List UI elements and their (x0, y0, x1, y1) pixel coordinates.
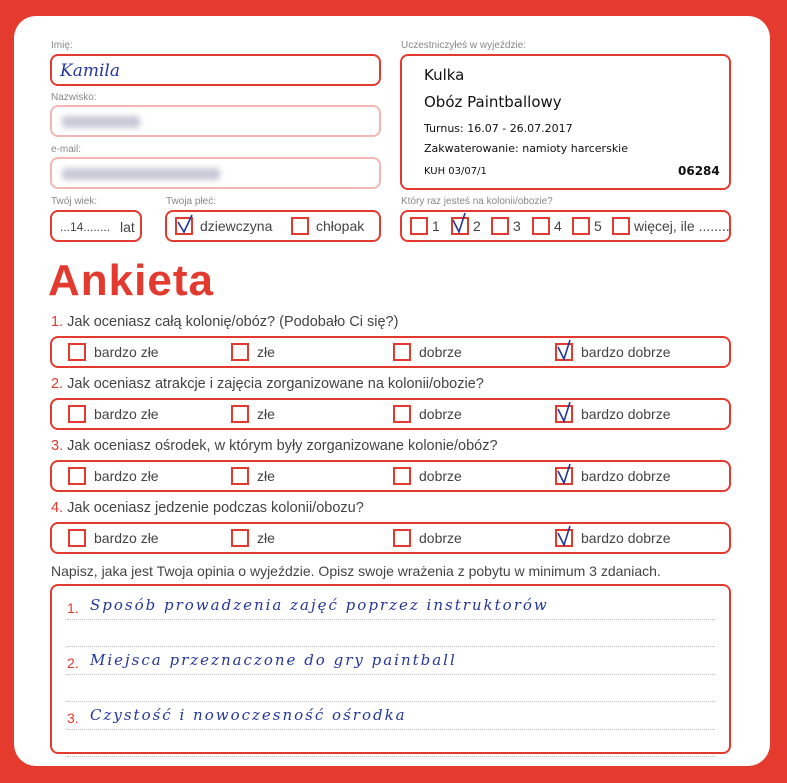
question-4-option-2-checkbox[interactable] (231, 529, 249, 547)
question-1-option-4-checkbox[interactable] (555, 343, 573, 361)
email-label: e-mail: (51, 144, 82, 155)
times-5-label: 5 (594, 218, 602, 234)
question-number: 4. (51, 500, 64, 516)
ticket-turnus-label: Turnus: (424, 122, 464, 135)
question-2-option-1-checkbox[interactable] (68, 405, 86, 423)
ticket-accommodation (424, 142, 628, 155)
gender-female-checkbox[interactable] (175, 217, 193, 235)
survey-sheet (14, 16, 770, 766)
gender-male-checkbox[interactable] (291, 217, 309, 235)
opinion-text: Czystość i nowoczesność ośrodka (90, 706, 407, 724)
name-value: Kamila (60, 61, 120, 81)
option-label: dobrze (419, 406, 462, 422)
option-label: złe (257, 468, 275, 484)
opinion-prompt: Napisz, jaka jest Twoja opinia o wyjeździe. Opisz swoje wrażenia z pobytu w minimum 3 zdaniach. (51, 563, 661, 579)
surname-label: Nazwisko: (51, 92, 97, 103)
times-field (400, 210, 731, 242)
gender-female-label: dziewczyna (200, 218, 273, 234)
question-3-option-3-checkbox[interactable] (393, 467, 411, 485)
times-4-checkbox[interactable] (532, 217, 550, 235)
option-label: bardzo złe (94, 468, 159, 484)
question-1-options (50, 336, 731, 368)
email-redacted (62, 168, 220, 180)
option-label: dobrze (419, 344, 462, 360)
question-4-options (50, 522, 731, 554)
survey-title: Ankieta (48, 256, 214, 305)
option-label: bardzo dobrze (581, 468, 671, 484)
writing-line (67, 729, 715, 730)
question-4-text (51, 500, 364, 516)
option-label: bardzo złe (94, 530, 159, 546)
gender-label: Twoja płeć: (166, 196, 217, 207)
option-label: bardzo dobrze (581, 344, 671, 360)
gender-male-label: chłopak (316, 218, 365, 234)
ticket-line2: Obóz Paintballowy (424, 93, 562, 111)
surname-field[interactable] (50, 105, 381, 137)
question-2-option-3-checkbox[interactable] (393, 405, 411, 423)
ticket-turnus-value: 16.07 - 26.07.2017 (467, 122, 573, 135)
opinion-number: 3. (67, 710, 79, 726)
question-3-option-2-checkbox[interactable] (231, 467, 249, 485)
check-mark-icon (555, 339, 577, 363)
check-mark-icon (451, 213, 473, 237)
question-3-options (50, 460, 731, 492)
question-3-option-1-checkbox[interactable] (68, 467, 86, 485)
times-more-checkbox[interactable] (612, 217, 630, 235)
option-label: bardzo złe (94, 344, 159, 360)
ticket-accom-label: Zakwaterowanie: (424, 142, 519, 155)
option-label: bardzo dobrze (581, 530, 671, 546)
check-mark-icon (555, 463, 577, 487)
option-label: bardzo złe (94, 406, 159, 422)
question-number: 2. (51, 376, 64, 392)
option-label: złe (257, 530, 275, 546)
question-1-option-3-checkbox[interactable] (393, 343, 411, 361)
gender-field (165, 210, 381, 242)
question-4-option-4-checkbox[interactable] (555, 529, 573, 547)
opinion-number: 1. (67, 600, 79, 616)
ticket-code: KUH 03/07/1 (424, 166, 487, 177)
ticket-turnus (424, 122, 573, 135)
question-number: 1. (51, 314, 64, 330)
writing-line (67, 756, 715, 757)
name-label: Imię: (51, 40, 73, 51)
writing-line (67, 674, 715, 675)
question-4-option-1-checkbox[interactable] (68, 529, 86, 547)
question-label: Jak oceniasz ośrodek, w którym były zorganizowane kolonie/obóz? (67, 438, 498, 454)
writing-line (67, 619, 715, 620)
question-label: Jak oceniasz całą kolonię/obóz? (Podobało Ci się?) (67, 314, 399, 330)
trip-label: Uczestniczyłeś w wyjeździe: (401, 40, 527, 51)
question-number: 3. (51, 438, 64, 454)
question-2-options (50, 398, 731, 430)
ticket-line1: Kulka (424, 66, 465, 84)
times-3-checkbox[interactable] (491, 217, 509, 235)
age-unit: lat (120, 219, 135, 235)
opinion-number: 2. (67, 655, 79, 671)
times-2-label: 2 (473, 218, 481, 234)
writing-line (67, 701, 715, 702)
check-mark-icon (555, 401, 577, 425)
question-1-option-2-checkbox[interactable] (231, 343, 249, 361)
option-label: złe (257, 406, 275, 422)
ticket-accom-value: namioty harcerskie (522, 142, 629, 155)
question-label: Jak oceniasz jedzenie podczas kolonii/obozu? (67, 500, 364, 516)
option-label: bardzo dobrze (581, 406, 671, 422)
times-more-label: więcej, ile ........ (634, 218, 730, 234)
times-5-checkbox[interactable] (572, 217, 590, 235)
ticket-number: 06284 (678, 164, 720, 178)
times-1-checkbox[interactable] (410, 217, 428, 235)
email-field[interactable] (50, 157, 381, 189)
question-2-option-2-checkbox[interactable] (231, 405, 249, 423)
age-label: Twój wiek: (51, 196, 98, 207)
times-label: Który raz jesteś na kolonii/obozie? (401, 196, 553, 207)
name-field[interactable] (50, 54, 381, 86)
option-label: złe (257, 344, 275, 360)
question-2-option-4-checkbox[interactable] (555, 405, 573, 423)
question-4-option-3-checkbox[interactable] (393, 529, 411, 547)
option-label: dobrze (419, 530, 462, 546)
opinion-text: Miejsca przeznaczone do gry paintball (90, 651, 457, 669)
question-3-text (51, 438, 498, 454)
trip-ticket (400, 54, 731, 190)
surname-redacted (62, 116, 140, 128)
age-field[interactable] (50, 210, 142, 242)
opinion-text: Sposób prowadzenia zajęć poprzez instruktorów (90, 596, 549, 614)
question-label: Jak oceniasz atrakcje i zajęcia zorganizowane na kolonii/obozie? (67, 376, 484, 392)
times-2-checkbox[interactable] (451, 217, 469, 235)
check-mark-icon (175, 213, 197, 237)
times-4-label: 4 (554, 218, 562, 234)
age-value: ...14........ (60, 220, 111, 234)
opinion-box[interactable] (50, 584, 731, 754)
question-1-option-1-checkbox[interactable] (68, 343, 86, 361)
question-1-text (51, 314, 398, 330)
writing-line (67, 646, 715, 647)
times-3-label: 3 (513, 218, 521, 234)
option-label: dobrze (419, 468, 462, 484)
times-1-label: 1 (432, 218, 440, 234)
question-2-text (51, 376, 484, 392)
check-mark-icon (555, 525, 577, 549)
question-3-option-4-checkbox[interactable] (555, 467, 573, 485)
